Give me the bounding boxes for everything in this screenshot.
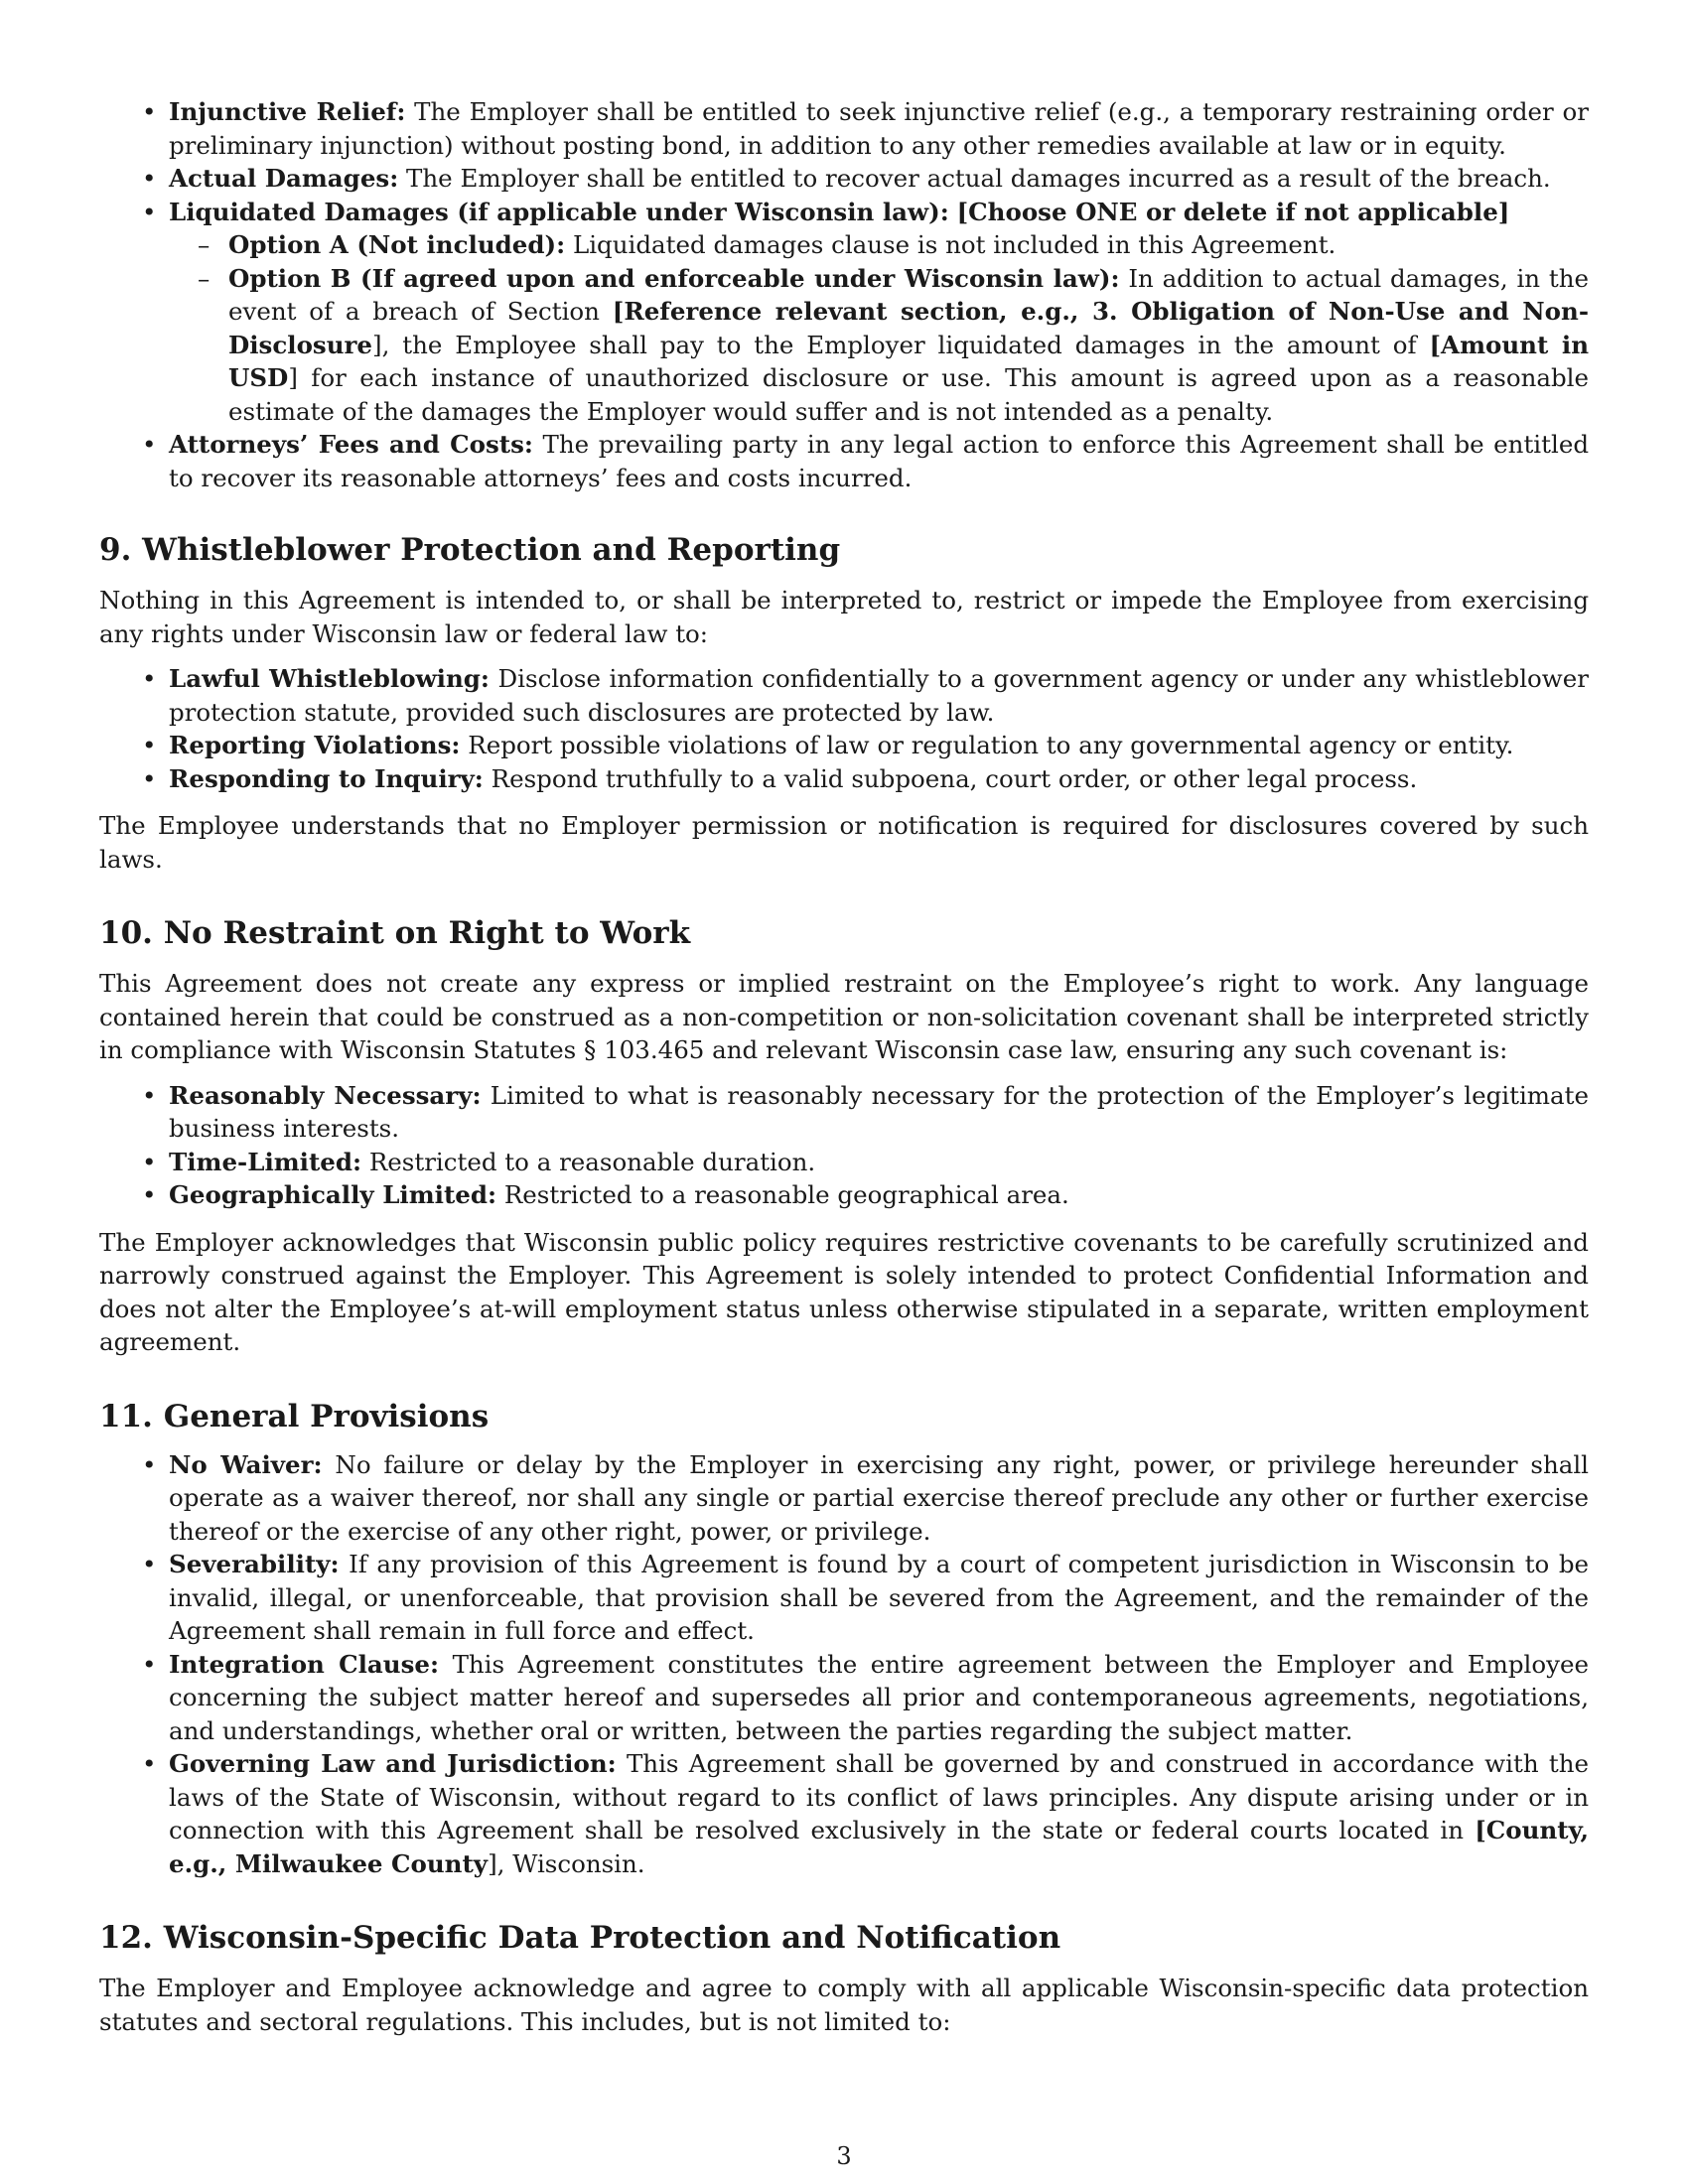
section-10-closing: The Employer acknowledges that Wisconsin public policy requires restrictive covenants to be carefully scrutinized and narrowly construed against the Employer. This Agreement is solely intended to protect Confidential Information and does not alter the Employee’s at-will employment status unless otherwise stipulated in a separate, written employment agreement. — [99, 1227, 1589, 1356]
option-b — [169, 262, 1589, 429]
item-label: Injunctive Relief: — [169, 97, 406, 126]
item-text: Disclose information confidentially to a government agency or under any whistleblower protection statute, provided such disclosures are protected by law. — [169, 664, 1589, 727]
option-b-label: Option B (If agreed upon and enforceable under Wisconsin law): — [228, 263, 1120, 293]
item-text: [Choose ONE or delete if not applicable] — [956, 197, 1510, 226]
item-label: Integration Clause: — [169, 1649, 440, 1679]
item-text-end: ], Wisconsin. — [488, 1848, 645, 1878]
item-text: Restricted to a reasonable geographical area. — [503, 1180, 1069, 1209]
list-item — [99, 1146, 1589, 1179]
option-b-amount: [Amount in USD — [228, 330, 1590, 392]
item-text: The Employer shall be entitled to seek injunctive relief (e.g., a temporary restraining order or preliminary injunction) without posting bond, in addition to any other remedies available at law or in equity. — [169, 97, 1589, 160]
item-text: Report possible violations of law or regulation to any governmental agency or entity. — [468, 731, 1514, 759]
item-text: This Agreement shall be governed by and construed in accordance with the laws of the State of Wisconsin, without regard to its conflict of laws principles. Any dispute arising under or in connection with this Agreement shall be resolved exclusively in the state or federal courts located in — [169, 1749, 1589, 1844]
option-b-reference: [Reference relevant section, e.g., 3. Obligation of Non-Use and Non-Disclosure — [228, 297, 1589, 359]
item-text: Respond truthfully to a valid subpoena, court order, or other legal process. — [491, 763, 1418, 793]
list-item — [99, 95, 1589, 162]
list-item — [99, 162, 1589, 196]
item-text: This Agreement constitutes the entire agreement between the Employer and Employee concerning the subject matter hereof and supersedes all prior and contemporaneous agreements, negotiations, and understandings, whether oral or written, between the parties regarding the subject matter. — [169, 1649, 1589, 1745]
section-11-list — [99, 1448, 1589, 1881]
item-label: Reporting Violations: — [169, 731, 461, 759]
item-label: Liquidated Damages (if applicable under Wisconsin law): — [169, 197, 949, 226]
list-item — [99, 196, 1589, 429]
section-10-intro: This Agreement does not create any express or implied restraint on the Employee’s right to work. Any language contained herein that could be construed as a non-competition or non-solicitation covenant shall be interpreted strictly in compliance with Wisconsin Statutes § 103.465 and relevant Wisconsin case law, ensuring any such covenant is: — [99, 969, 1589, 1064]
option-b-text: In addition to actual damages, in the event of a breach of Section — [228, 263, 1589, 326]
list-item — [99, 1448, 1589, 1549]
item-label: Attorneys’ Fees and Costs: — [169, 430, 533, 459]
list-item — [99, 662, 1589, 729]
list-item — [99, 762, 1589, 796]
section-9-list — [99, 662, 1589, 795]
item-text: Restricted to a reasonable duration. — [368, 1147, 816, 1176]
section-12-heading: 12. Wisconsin-Specific Data Protection and Notification — [99, 1920, 1061, 1956]
item-text: Limited to what is reasonably necessary for the protection of the Employer’s legitimate business interests. — [169, 1080, 1589, 1143]
item-label: Time-Limited: — [169, 1147, 362, 1176]
remedies-list — [99, 95, 1589, 494]
list-item — [99, 1178, 1589, 1212]
item-label: No Waiver: — [169, 1449, 323, 1479]
section-10-heading: 10. No Restraint on Right to Work — [99, 915, 691, 951]
section-9-heading: 9. Whistleblower Protection and Reporting — [99, 532, 841, 568]
document-page — [99, 95, 1589, 2038]
section-9-intro: Nothing in this Agreement is intended to, or shall be interpreted to, restrict or impede the Employee from exercising any rights under Wisconsin law or federal law to: — [99, 586, 1589, 648]
list-item — [99, 1548, 1589, 1648]
county-placeholder: [County, e.g., Milwaukee County — [169, 1816, 1589, 1878]
item-label: Lawful Whistleblowing: — [169, 664, 490, 693]
item-label: Actual Damages: — [169, 164, 399, 193]
list-item — [99, 1079, 1589, 1146]
option-a-text: Liquidated damages clause is not included in this Agreement. — [572, 230, 1336, 259]
section-12-intro: The Employer and Employee acknowledge and agree to comply with all applicable Wisconsin-specific data protection statutes and sectoral regulations. This includes, but is not limited to: — [99, 1974, 1589, 2036]
item-label: Severability: — [169, 1550, 340, 1578]
option-b-text-3: ] for each instance of unauthorized disclosure or use. This amount is agreed upon as a reasonable estimate of the damages the Employer would suffer and is not intended as a penalty. — [228, 363, 1589, 426]
list-item — [99, 729, 1589, 762]
list-item — [99, 428, 1589, 494]
options-list — [169, 228, 1589, 428]
item-label: Governing Law and Jurisdiction: — [169, 1749, 617, 1778]
list-item — [99, 1747, 1589, 1880]
item-text: The prevailing party in any legal action to enforce this Agreement shall be entitled to recover its reasonable attorneys’ fees and costs incurred. — [169, 430, 1590, 492]
option-b-text-2: ], the Employee shall pay to the Employer liquidated damages in the amount of — [372, 330, 1417, 359]
option-a — [169, 228, 1589, 262]
section-10-list — [99, 1079, 1589, 1212]
section-11-heading: 11. General Provisions — [99, 1398, 490, 1434]
section-9-closing: The Employee understands that no Employer permission or notification is required for disclosures covered by such laws. — [99, 811, 1589, 874]
item-label: Geographically Limited: — [169, 1180, 497, 1209]
item-text: If any provision of this Agreement is found by a court of competent jurisdiction in Wisconsin to be invalid, illegal, or unenforceable, that provision shall be severed from the Agreement, and the remainder of the Agreement shall remain in full force and effect. — [169, 1550, 1589, 1645]
item-label: Responding to Inquiry: — [169, 763, 484, 793]
item-text: No failure or delay by the Employer in exercising any right, power, or privilege hereunder shall operate as a waiver thereof, nor shall any single or partial exercise thereof preclude any other or further exercise thereof or the exercise of any other right, power, or privilege. — [169, 1449, 1590, 1546]
page-number: 3 — [836, 2142, 852, 2170]
list-item — [99, 1648, 1589, 1748]
item-label: Reasonably Necessary: — [169, 1080, 482, 1110]
option-a-label: Option A (Not included): — [228, 230, 566, 259]
item-text: The Employer shall be entitled to recover actual damages incurred as a result of the breach. — [406, 164, 1551, 193]
